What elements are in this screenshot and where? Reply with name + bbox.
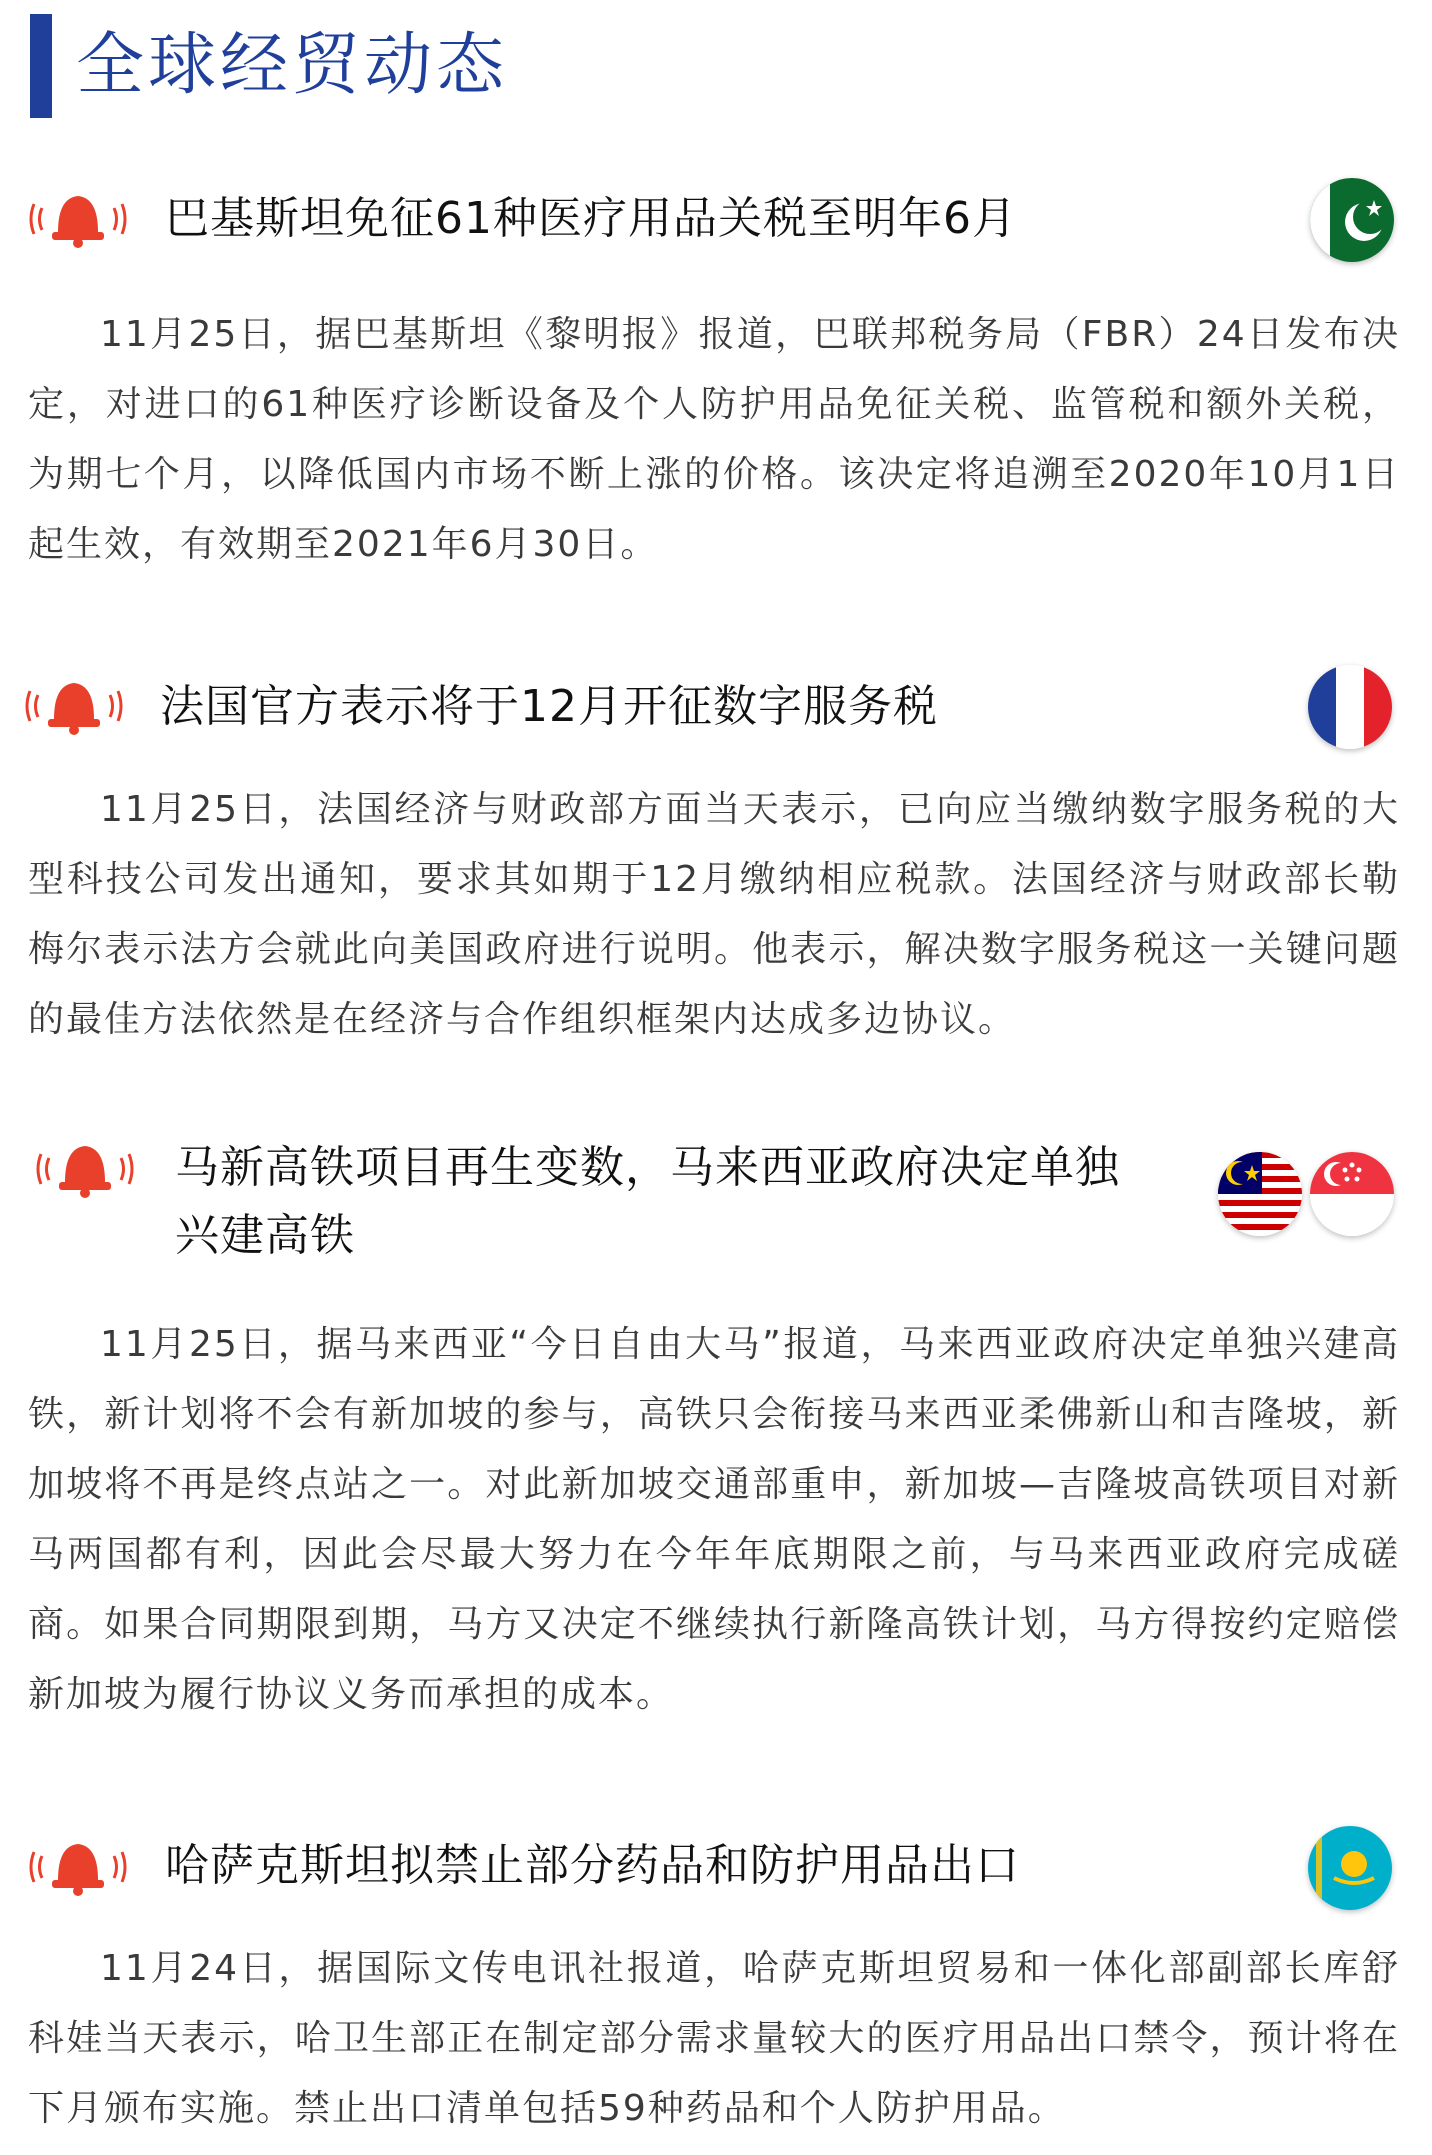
section-header bbox=[30, 14, 508, 118]
news-body: 11月25日，据马来西亚“今日自由大马”报道，马来西亚政府决定单独兴建高铁，新计划将不会有新加坡的参与，高铁只会衔接马来西亚柔佛新山和吉隆坡，新加坡将不再是终点站之一。对此新加坡交通部重申，新加坡—吉隆坡高铁项目对新马两国都有利，因此会尽最大努力在今年年底期限之前，与马来西亚政府完成磋商。如果合同期限到期，马方又决定不继续执行新隆高铁计划，马方得按约定赔偿新加坡为履行协议义务而承担的成本。 bbox=[28, 1324, 1400, 1715]
news-title: 巴基斯坦免征61种医疗用品关税至明年6月 bbox=[165, 193, 1017, 244]
page-title: 全球经贸动态 bbox=[76, 26, 509, 105]
pakistan-flag-icon bbox=[1310, 178, 1394, 262]
bell-alarm-icon bbox=[35, 1138, 135, 1200]
news-title: 哈萨克斯坦拟禁止部分药品和防护用品出口 bbox=[165, 1840, 1020, 1891]
header-accent-bar bbox=[30, 14, 52, 118]
news-title: 马新高铁项目再生变数，马来西亚政府决定单独兴建高铁 bbox=[175, 1142, 1120, 1261]
france-flag-icon bbox=[1308, 665, 1392, 749]
news-title: 法国官方表示将于12月开征数字服务税 bbox=[160, 681, 938, 732]
bell-alarm-icon bbox=[28, 1836, 128, 1898]
bell-alarm-icon bbox=[28, 188, 128, 250]
kazakhstan-flag-icon bbox=[1308, 1826, 1392, 1910]
news-body: 11月25日，法国经济与财政部方面当天表示，已向应当缴纳数字服务税的大型科技公司发出通知，要求其如期于12月缴纳相应税款。法国经济与财政部长勒梅尔表示法方会就此向美国政府进行说明。他表示，解决数字服务税这一关键问题的最佳方法依然是在经济与合作组织框架内达成多边协议。 bbox=[28, 789, 1400, 1040]
bell-alarm-icon bbox=[24, 675, 124, 737]
malaysia-flag-icon bbox=[1218, 1152, 1302, 1236]
singapore-flag-icon bbox=[1310, 1152, 1394, 1236]
news-body: 11月25日，据巴基斯坦《黎明报》报道，巴联邦税务局（FBR）24日发布决定，对进口的61种医疗诊断设备及个人防护用品免征关税、监管税和额外关税，为期七个月，以降低国内市场不断上涨的价格。该决定将追溯至2020年10月1日起生效，有效期至2021年6月30日。 bbox=[28, 314, 1400, 565]
news-body: 11月24日，据国际文传电讯社报道，哈萨克斯坦贸易和一体化部副部长库舒科娃当天表示，哈卫生部正在制定部分需求量较大的医疗用品出口禁令，预计将在下月颁布实施。禁止出口清单包括59种药品和个人防护用品。 bbox=[28, 1948, 1400, 2129]
